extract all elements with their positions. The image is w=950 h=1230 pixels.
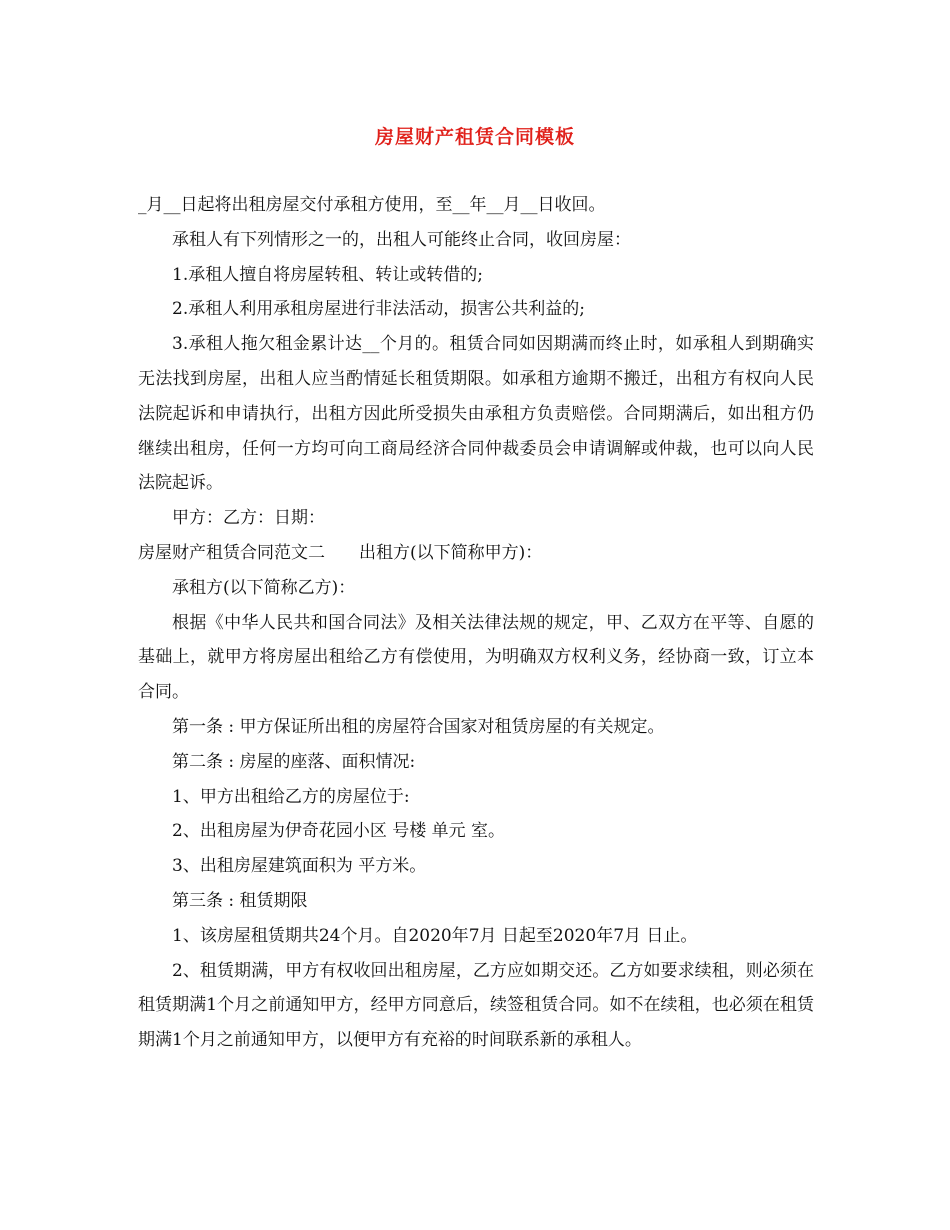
paragraph-signatures: 甲方：乙方：日期： <box>172 508 325 529</box>
lessor-label: 出租方(以下简称甲方)： <box>359 542 543 563</box>
paragraph-article-2-item-1: 1、甲方出租给乙方的房屋位于: <box>172 786 410 807</box>
paragraph-condition-3: 3.承租人拖欠租金累计达__个月的。租赁合同如因期满而终止时，如承租人到期确实无法找到房屋，出租人应当酌情延长租赁期限。如承租方逾期不搬迁，出租方有权向人民法院起诉和申请执行，出租方因此所受损失由承租方负责赔偿。合同期满后，如出租方仍继续出租房，任何一方均可向工商局经济合同仲裁委员会申请调解或仲裁，也可以向人民法院起诉。 <box>138 334 814 494</box>
paragraph-article-3-item-2: 2、租赁期满，甲方有权收回出租房屋，乙方应如期交还。乙方如要求续租，则必须在租赁期满1个月之前通知甲方，经甲方同意后，续签租赁合同。如不在续租，也必须在租赁期满1个月之前通知甲方，以便甲方有充裕的时间联系新的承租人。 <box>138 960 814 1051</box>
paragraph-delivery-date: _月__日起将出租房屋交付承租方使用，至__年__月__日收回。 <box>138 195 606 215</box>
paragraph-article-3: 第三条 : 租赁期限 <box>172 890 308 911</box>
paragraph-condition-2: 2.承租人利用承租房屋进行非法活动，损害公共利益的; <box>172 299 585 320</box>
paragraph-article-3-item-1: 1、该房屋租赁期共24个月。自2020年7月 日起至2020年7月 日止。 <box>172 925 698 946</box>
paragraph-article-2: 第二条 : 房屋的座落、面积情况: <box>172 751 416 772</box>
sample-two-title: 房屋财产租赁合同范文二 <box>138 542 325 563</box>
paragraph-condition-1: 1.承租人擅自将房屋转租、转让或转借的; <box>172 264 483 285</box>
paragraph-lessee-label: 承租方(以下简称乙方)： <box>172 577 356 598</box>
document-body <box>138 188 814 1058</box>
paragraph-termination-conditions: 承租人有下列情形之一的，出租人可能终止合同，收回房屋： <box>172 229 631 250</box>
paragraph-legal-basis: 根据《中华人民共和国合同法》及相关法律法规的规定，甲、乙双方在平等、自愿的基础上，就甲方将房屋出租给乙方有偿使用，为明确双方权利义务，经协商一致，订立本合同。 <box>138 612 814 703</box>
document-title: 房屋财产租赁合同模板 <box>374 126 575 148</box>
paragraph-article-1: 第一条 : 甲方保证所出租的房屋符合国家对租赁房屋的有关规定。 <box>172 716 665 737</box>
paragraph-article-2-item-2: 2、出租房屋为伊奇花园小区 号楼 单元 室。 <box>172 821 506 842</box>
paragraph-article-2-item-3: 3、出租房屋建筑面积为 平方米。 <box>172 856 427 877</box>
paragraph-sample-two-heading <box>138 536 814 571</box>
